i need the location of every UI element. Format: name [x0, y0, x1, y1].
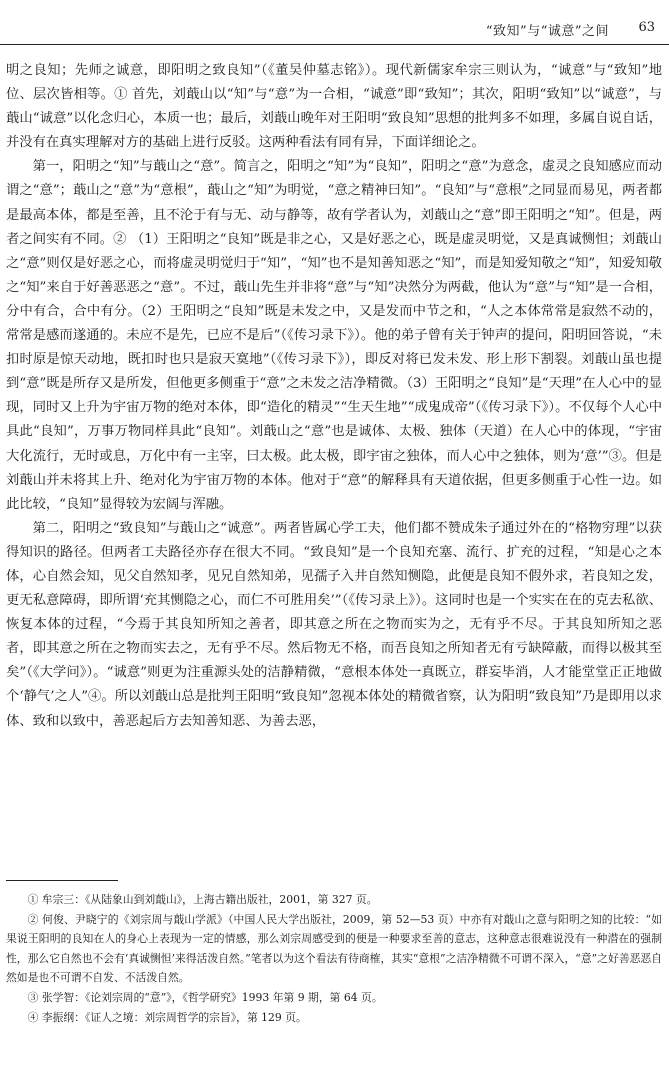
- footnote-3: ③ 张学智：《论刘宗周的“意”》，《哲学研究》1993 年第 9 期，第 64 页。: [27, 990, 383, 1004]
- running-title: “致知”与“诚意”之间: [485, 24, 609, 39]
- header-rule: [0, 44, 669, 45]
- paragraph-first-point: 第一，阳明之“知”与蕺山之“意”。简言之，阳明之“知”为“良知”，阳明之“意”为意念，虚灵之良知感应而动谓之“意”；蕺山之“意”为“意根”，蕺山之“知”为明觉，“意之精神曰知”。“良知”与“意根”之同显而易见，两者都是最高本体，都是至善，且不沦于有与无、动与静等，故有学者认为，刘蕺山之“意”即王阳明之“知”。但是，两者之间实有不同。② （1）王阳明之“良知”既是非之心，又是好恶之心，既是虚灵明觉，又是真诚恻怛；刘蕺山之“意”则仅是好恶之心，而将虚灵明觉归于“知”，“知”也不是知善知恶之“知”，而是知爱知敬之“知”，知爱知敬之“知”来自于好善恶恶之“意”。不过，蕺山先生并非将“意”与“知”决然分为两截，他认为“意”与“知”是一合相，分中有合，合中有分。（2）王阳明之“良知”既是未发之中，又是发而中节之和，“人之本体常常是寂然不动的，常常是感而遂通的。未应不是先，已应不是后”（《传习录下》）。他的弟子曾有关于钟声的提问，阳明回答说，“未扣时原是惊天动地，既扣时也只是寂天寞地”（《传习录下》），即反对将已发未发、形上形下割裂。刘蕺山虽也提到“意”既是所存又是所发，但他更多侧重于“意”之未发之洁净精微。（3）王阳明之“良知”是“天理”在人心中的显现，同时又上升为宇宙万物的绝对本体，即“造化的精灵”“生天生地”“成鬼成帝”（《传习录下》）。不仅每个人心中具此“良知”，万事万物同样具此“良知”。刘蕺山之“意”也是诚体、太极、独体（天道）在人心中的体现，“宇宙大化流行，无时或息，万化中有一主宰，曰太极。此太极，即宇宙之独体，而人心中之独体，则为‘意’”③。但是刘蕺山并未将其上升、绝对化为宇宙万物的本体。他对于“意”的解释具有天道依据，但更多侧重于心性一边。如此比较，“良知”显得较为宏阔与浑融。: [6, 159, 662, 512]
- footnote-4: ④ 李振纲：《证人之境：刘宗周哲学的宗旨》，第 129 页。: [27, 1010, 307, 1024]
- footnote-2: ② 何俊、尹晓宁的《刘宗周与蕺山学派》（中国人民大学出版社，2009，第 52—53 页）中亦有对蕺山之意与阳明之知的比较：“如果说王阳明的良知在人的身心上表现为一定的情感，那么刘宗周感受到的便是一种要求至善的意志，这种意志很难说没有一种潜在的强制性，那么它自然也不会有‘真诚恻怛’来得活泼自然。”笔者以为这个看法有待商榷，其实“意根”之洁净精微不可谓不深入，“意”之好善恶恶自然如是也不可谓不自发、不活泼自然。: [6, 912, 662, 985]
- footnotes: [6, 890, 662, 1027]
- running-header: [0, 0, 669, 40]
- footnote-rule: [6, 880, 118, 881]
- page-number: 63: [638, 20, 655, 35]
- footnote-1: ① 牟宗三：《从陆象山到刘蕺山》，上海古籍出版社，2001，第 327 页。: [27, 893, 378, 906]
- main-text: [6, 59, 662, 734]
- paragraph-continued: 明之良知；先师之诚意，即阳明之致良知”（《董吴仲墓志铭》）。现代新儒家牟宗三则认为，“诚意”与“致知”地位、层次皆相等。① 首先，刘蕺山以“知”与“意”为一合相，“诚意”即“致知”；其次，阳明“致知”以“诚意”，与蕺山“诚意”以化念归心，本质一也；最后，刘蕺山晚年对王阳明“致良知”思想的批判多不如理，多属自说自话，并没有在真实理解对方的基础上进行反驳。这两种看法有同有异，下面详细论之。: [6, 63, 662, 151]
- paragraph-second-point: 第二，阳明之“致良知”与蕺山之“诚意”。两者皆属心学工夫，他们都不赞成朱子通过外在的“格物穷理”以获得知识的路径。但两者工夫路径亦存在很大不同。“致良知”是一个良知充塞、流行、扩充的过程，“知是心之本体，心自然会知，见父自然知孝，见兄自然知弟，见孺子入井自然知恻隐，此便是良知不假外求，若良知之发，更无私意障碍，即所谓‘充其恻隐之心，而仁不可胜用矣’”（《传习录上》）。这同时也是一个实实在在的克去私欲、恢复本体的过程，“今焉于其良知所知之善者，即其意之所在之物而实为之，无有乎不尽。于其良知所知之恶者，即其意之所在之物而实去之，无有乎不尽。然后物无不格，而吾良知之所知者无有亏缺障蔽，而得以极其至矣”（《大学问》）。“诚意”则更为注重源头处的洁静精微，“意根本体处一真既立，群妄毕消，人才能堂堂正正地做个‘静气’之人”④。所以刘蕺山总是批判王阳明“致良知”忽视本体处的精微省察，认为阳明“致良知”乃是即用以求体、致和以致中，善恶起后方去知善知恶、为善去恶，: [6, 520, 662, 729]
